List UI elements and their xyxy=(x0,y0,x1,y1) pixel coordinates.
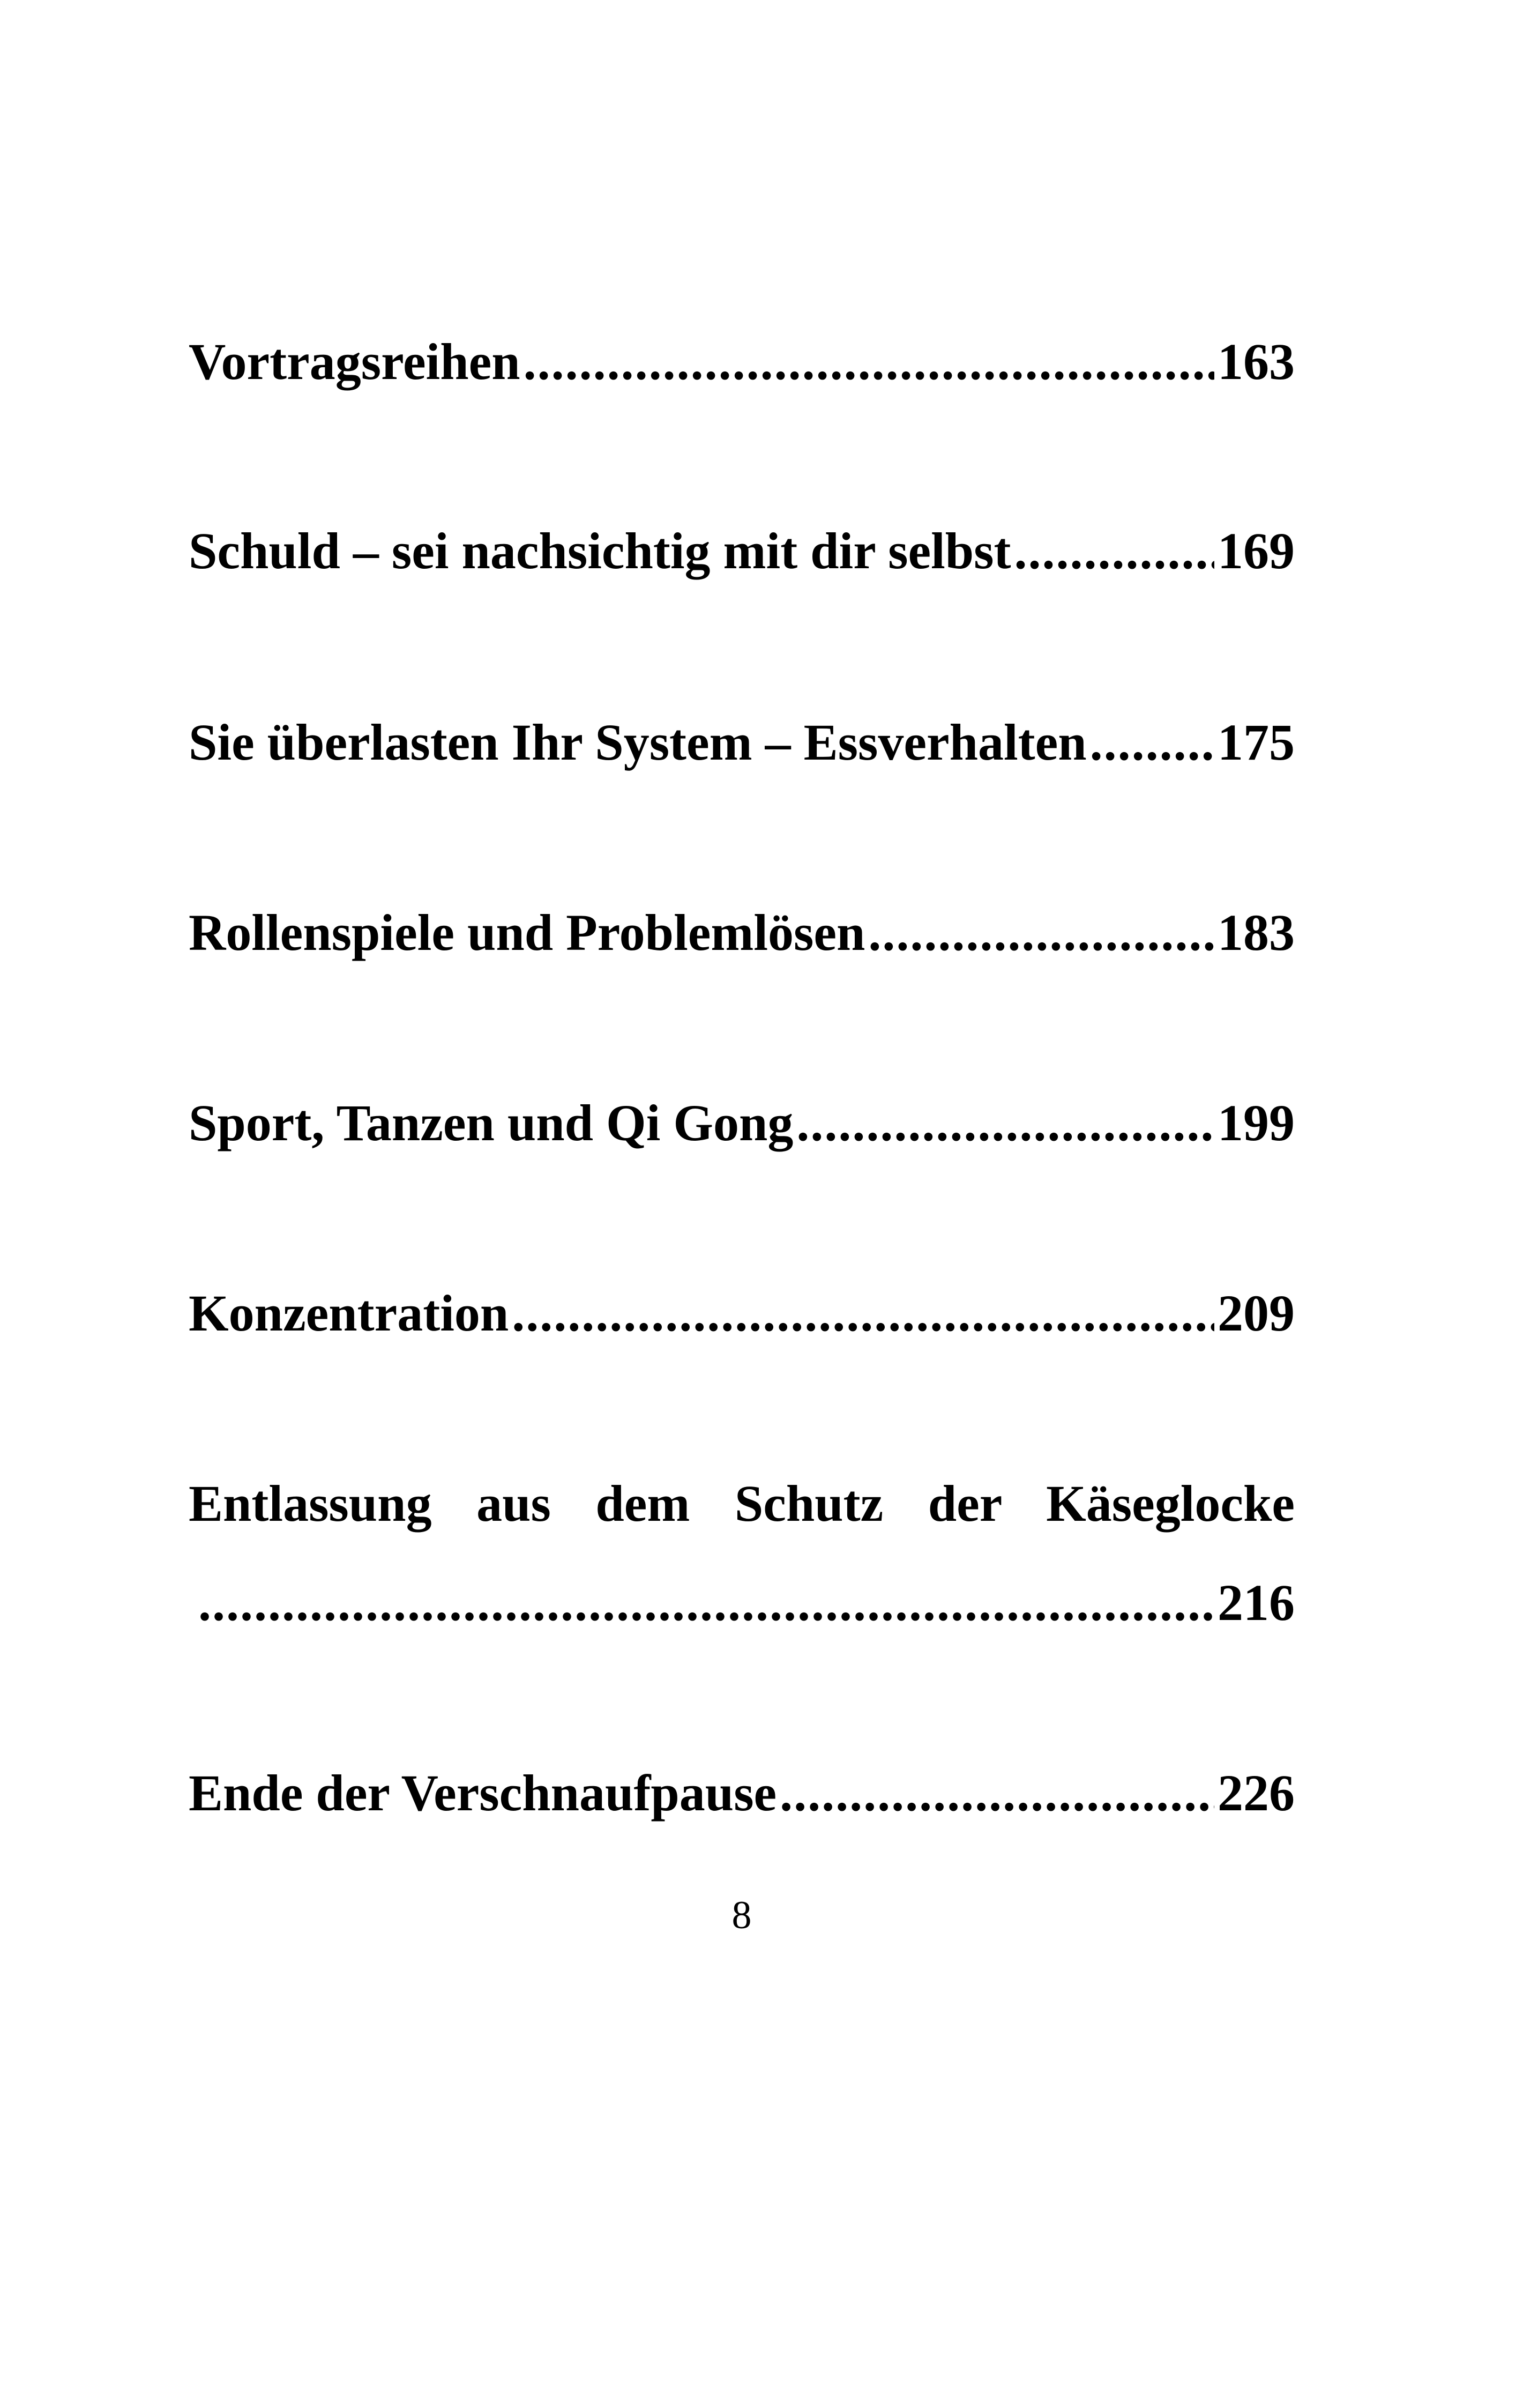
toc-dot-leader xyxy=(1014,519,1214,583)
toc-dot-leader xyxy=(780,1761,1214,1825)
toc-entry-title: Schuld – sei nachsichtig mit dir selbst xyxy=(189,522,1011,579)
toc-entry xyxy=(189,1091,1295,1155)
toc-entry-title-line xyxy=(189,1471,1295,1536)
toc-entry-page: 226 xyxy=(1218,1764,1295,1822)
toc-entry-page: 175 xyxy=(1218,714,1295,771)
toc-entry xyxy=(189,901,1295,965)
toc-entry-title: Vortragsreihen xyxy=(189,333,520,390)
toc-entry xyxy=(189,710,1295,775)
toc-entry-leader-line xyxy=(189,1571,1295,1635)
toc-entry-page: 169 xyxy=(1218,522,1295,579)
toc-entry-page: 163 xyxy=(1218,333,1295,390)
toc-dot-leader xyxy=(1090,710,1214,775)
toc-entry-title: Entlassung aus dem Schutz der Käseglocke xyxy=(189,1475,1295,1532)
toc-entry xyxy=(189,1761,1295,1825)
toc-dot-leader xyxy=(524,330,1214,394)
toc-dot-leader xyxy=(868,901,1214,965)
toc-entry xyxy=(189,519,1295,583)
toc-dot-leader xyxy=(198,1571,1214,1635)
toc-entry xyxy=(189,1281,1295,1346)
toc-entry-page: 183 xyxy=(1218,904,1295,961)
toc-entry-title: Ende der Verschnaufpause xyxy=(189,1764,777,1822)
toc-dot-leader xyxy=(512,1281,1214,1346)
toc-entry-title: Konzentration xyxy=(189,1284,509,1342)
toc-dot-leader xyxy=(796,1091,1214,1155)
toc-entry xyxy=(189,330,1295,394)
toc-entry-page: 209 xyxy=(1218,1284,1295,1342)
toc-entry-title: Rollenspiele und Problemlösen xyxy=(189,904,865,961)
toc-entry-title: Sport, Tanzen und Qi Gong xyxy=(189,1094,794,1151)
toc-entry-title: Sie überlasten Ihr System – Essverhalten xyxy=(189,714,1087,771)
toc-entry-page: 199 xyxy=(1218,1094,1295,1151)
page-number: 8 xyxy=(731,1893,752,1937)
toc-entry-page: 216 xyxy=(1218,1574,1295,1631)
